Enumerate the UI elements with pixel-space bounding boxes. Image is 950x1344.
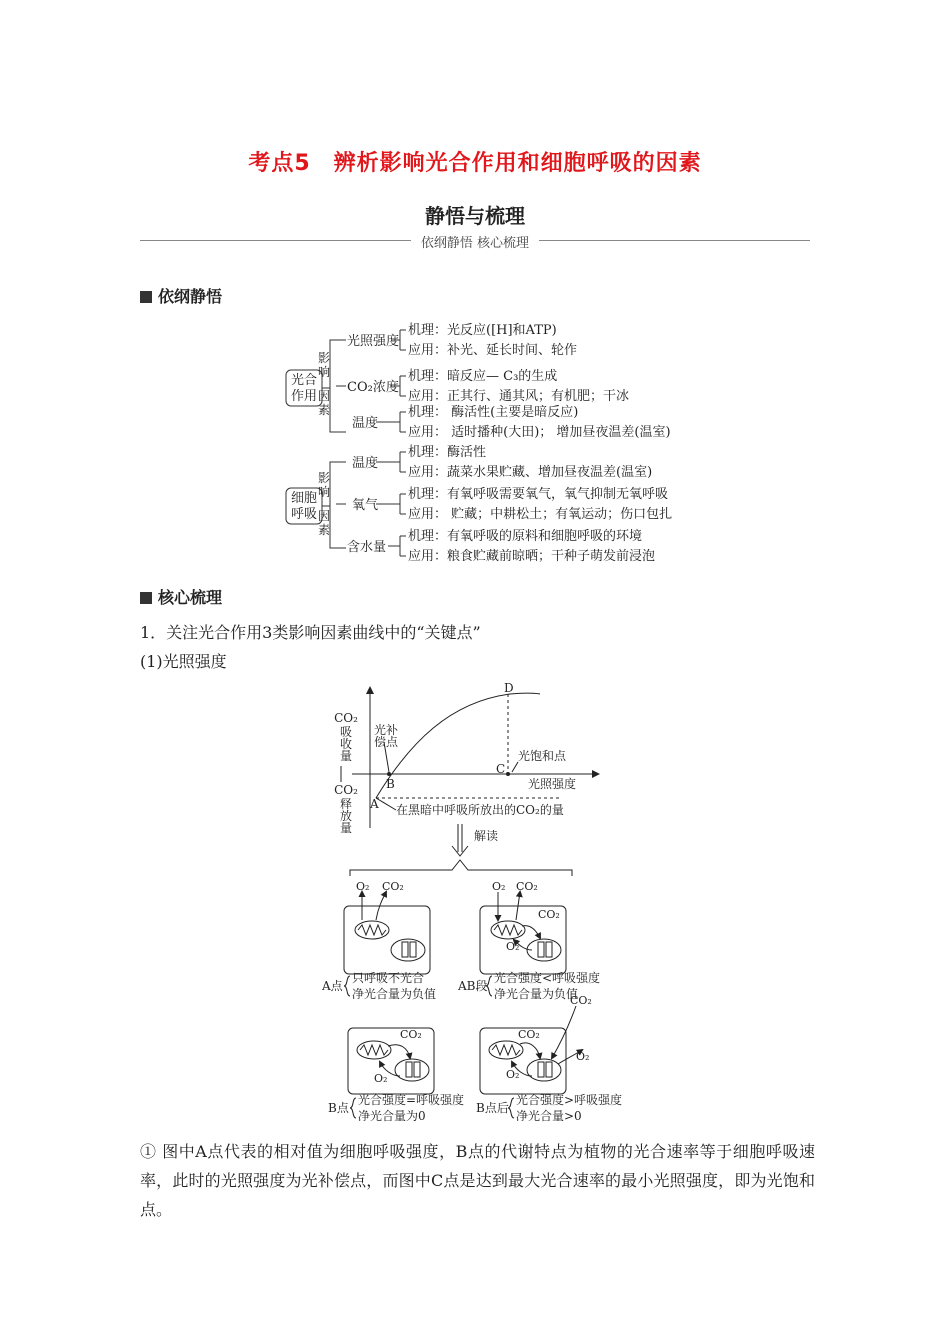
mechanism-text: 机理：暗反应— C₃的生成 xyxy=(408,369,558,384)
cell-state-diagrams xyxy=(320,878,640,1123)
mechanism-text: 机理：酶活性 xyxy=(408,445,487,460)
square-bullet-icon xyxy=(140,291,152,303)
x-axis-label: 光照强度 xyxy=(528,777,577,791)
sub-heading: (1)光照强度 xyxy=(140,652,227,671)
page-title: 考点5 辨析影响光合作用和细胞呼吸的因素 xyxy=(248,151,702,176)
light-response-curve xyxy=(376,693,540,798)
ab-segment-line: 净光合量为负值 xyxy=(494,987,579,1001)
o2-label: O₂ xyxy=(356,880,370,893)
square-bullet-icon xyxy=(140,592,152,604)
application-text: 应用：补光、延长时间、轮作 xyxy=(408,343,578,358)
application-text: 应用：蔬菜水果贮藏、增加昼夜温差(温室) xyxy=(408,465,653,480)
y-label-bottom: 放 xyxy=(339,809,353,823)
co2-label: CO₂ xyxy=(518,1028,540,1041)
point-heading: 1．关注光合作用3类影响因素曲线中的“关键点” xyxy=(140,623,481,642)
mechanism-text: 机理： 酶活性(主要是暗反应) xyxy=(408,405,579,420)
after-b-label: B点后 xyxy=(476,1101,509,1115)
mechanism-text: 机理：有氧呼吸的原料和细胞呼吸的环境 xyxy=(408,529,643,544)
o2-label: O₂ xyxy=(576,1050,590,1063)
dark-respiration-note: 在黑暗中呼吸所放出的CO₂的量 xyxy=(396,803,564,817)
cell-a-box xyxy=(344,906,430,974)
o2-label: O₂ xyxy=(492,880,506,893)
saturation-label: 光饱和点 xyxy=(518,749,567,763)
connector-char: 素 xyxy=(317,403,331,417)
after-b-line: 净光合量>0 xyxy=(516,1109,582,1123)
ab-segment-label: AB段 xyxy=(458,979,488,993)
saturation-pointer xyxy=(512,762,518,772)
application-text: 应用： 适时播种(大田)； 增加昼夜温差(温室) xyxy=(408,425,671,440)
y-label-bottom: 量 xyxy=(339,821,353,835)
b-point-label: B点 xyxy=(328,1101,349,1115)
y-label-bottom: CO₂ xyxy=(334,783,358,797)
application-text: 应用：正其行、通其风；有机肥；干冰 xyxy=(408,389,630,404)
brace-photosynthesis xyxy=(330,340,336,432)
brace-respiration xyxy=(330,462,336,548)
section-label: 依纲静悟 xyxy=(158,287,223,306)
root-respiration-line1: 细胞 xyxy=(290,491,318,506)
interpret-label: 解读 xyxy=(474,829,499,843)
section-yigangjingwu xyxy=(140,284,222,307)
factor-oxygen: 氧气 xyxy=(352,498,379,513)
y-label-bottom: 释 xyxy=(339,797,353,811)
root-respiration-line2: 呼吸 xyxy=(290,507,318,522)
brace-b xyxy=(350,1098,356,1118)
point-b-dot xyxy=(387,772,391,776)
co2-label: CO₂ xyxy=(400,1028,422,1041)
o2-label: O₂ xyxy=(506,1068,520,1081)
connector-char: 因 xyxy=(317,389,331,403)
dark-pointer xyxy=(376,798,396,810)
point-b: B xyxy=(386,777,395,791)
point-c: C xyxy=(496,762,506,776)
application-text: 应用：粮食贮藏前晾晒；干种子萌发前浸泡 xyxy=(408,549,656,564)
co2-label: CO₂ xyxy=(516,880,538,893)
interpretation-connector xyxy=(340,820,590,880)
factor-temperature: 温度 xyxy=(352,456,379,471)
o2-label: O₂ xyxy=(374,1072,388,1085)
connector-char: 响 xyxy=(317,485,331,499)
application-text: 应用： 贮藏；中耕松土；有氧运动；伤口包扎 xyxy=(408,507,673,522)
point-c-dot xyxy=(506,772,510,776)
connector-char: 影 xyxy=(317,471,331,485)
interpretation-brace xyxy=(350,860,572,876)
b-point-line: 光合强度=呼吸强度 xyxy=(358,1093,465,1107)
factor-temperature: 温度 xyxy=(352,416,379,431)
y-label-top: 收 xyxy=(339,737,353,751)
after-b-line: 光合强度>呼吸强度 xyxy=(516,1093,623,1107)
section-heading: 静悟与梳理 xyxy=(425,204,525,228)
point-d: D xyxy=(504,682,514,695)
connector-char: 因 xyxy=(317,509,331,523)
factor-mindmap xyxy=(280,318,700,568)
connector-char: 响 xyxy=(317,365,331,379)
mechanism-text: 机理：光反应([H]和ATP) xyxy=(408,323,557,338)
y-label-top: CO₂ xyxy=(334,711,358,725)
mechanism-text: 机理：有氧呼吸需要氧气，氧气抑制无氧呼吸 xyxy=(408,487,669,502)
co2-label: CO₂ xyxy=(570,994,592,1007)
factor-co2: CO₂浓度 xyxy=(347,380,399,395)
connector-char: 素 xyxy=(317,523,331,537)
root-photosynthesis-line1: 光合 xyxy=(290,373,318,388)
ab-segment-line: 光合强度<呼吸强度 xyxy=(494,971,601,985)
y-label-top: 量 xyxy=(339,749,353,763)
a-point-label: A点 xyxy=(322,979,343,993)
section-hexinshuli xyxy=(140,585,222,608)
divider-text: 依纲静悟 核心梳理 xyxy=(411,236,539,251)
point-a: A xyxy=(370,797,379,811)
b-point-line: 净光合量为0 xyxy=(358,1109,426,1123)
co2-label: CO₂ xyxy=(382,880,404,893)
factor-light-intensity: 光照强度 xyxy=(347,334,400,349)
factor-water-content: 含水量 xyxy=(347,540,387,555)
root-photosynthesis-line2: 作用 xyxy=(290,389,318,404)
a-point-line: 净光合量为负值 xyxy=(352,987,437,1001)
co2-label: CO₂ xyxy=(538,908,560,921)
brace-bafter xyxy=(508,1098,514,1118)
compensation-label: 光补 xyxy=(374,723,399,737)
a-point-line: 只呼吸不光合 xyxy=(352,971,425,985)
section-label: 核心梳理 xyxy=(158,588,223,607)
brace-a xyxy=(344,976,350,996)
o2-label: O₂ xyxy=(506,940,520,953)
y-label-top: 吸 xyxy=(339,725,353,739)
connector-char: 影 xyxy=(317,351,331,365)
explanation-paragraph: ① 图中A点代表的相对值为细胞呼吸强度，B点的代谢特点为植物的光合速率等于细胞呼吸速率，此时的光照强度为光补偿点，而图中C点是达到最大光合速率的最小光照强度，即为光饱和点。 xyxy=(140,1142,815,1219)
divider-label xyxy=(0,232,950,251)
compensation-label: 偿点 xyxy=(374,735,399,749)
